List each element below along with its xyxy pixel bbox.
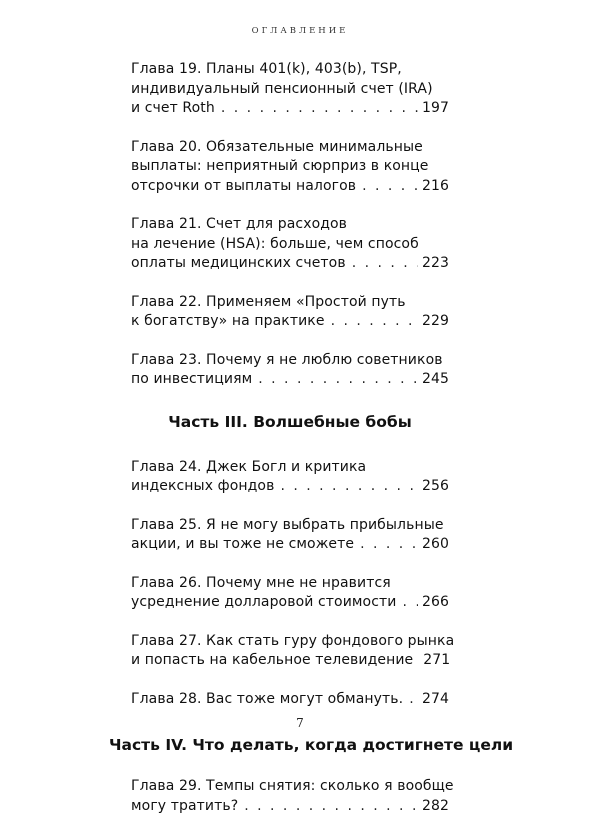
dot-leader bbox=[280, 477, 418, 497]
dot-leader bbox=[244, 797, 418, 817]
toc-entry-line: Глава 23. Почему я не люблю советников bbox=[131, 351, 443, 368]
toc-entry-line: к богатству» на практике bbox=[131, 313, 325, 329]
toc-entry-line: могу тратить? bbox=[131, 797, 239, 814]
dot-leader bbox=[258, 370, 418, 390]
toc-entry-line: выплаты: неприятный сюрприз в конце bbox=[131, 158, 429, 174]
toc-entry-line: по инвестициям bbox=[131, 371, 253, 387]
toc-entry-line: Глава 28. Вас тоже могут обмануть. bbox=[131, 690, 404, 707]
toc-entry-chapter-27 bbox=[131, 632, 455, 671]
toc-entry-line: Глава 24. Джек Богл и критика bbox=[131, 458, 367, 475]
toc-entry-line: Глава 21. Счет для расходов bbox=[131, 216, 348, 232]
toc-entry-chapter-22 bbox=[131, 293, 449, 332]
toc-entry-line: отсрочки от выплаты налогов bbox=[131, 177, 357, 194]
dot-leader bbox=[331, 312, 418, 332]
part-heading-4: Часть IV. Что делать, когда достигнете цели bbox=[109, 736, 514, 754]
toc-entry-line: усреднение долларовой стоимости bbox=[131, 594, 397, 610]
dot-leader bbox=[360, 535, 418, 555]
toc-entry-line: и счет Roth bbox=[131, 100, 215, 116]
toc-entry-line: индивидуальный пенсионный счет (IRA) bbox=[131, 80, 433, 97]
toc-page-number: 266 bbox=[421, 594, 449, 610]
toc-page-number: 274 bbox=[421, 690, 449, 707]
toc-entry-line: Глава 25. Я не могу выбрать прибыльные bbox=[131, 516, 444, 533]
toc-page-number: 223 bbox=[421, 255, 449, 271]
dot-leader bbox=[362, 177, 418, 197]
dot-leader bbox=[221, 99, 418, 119]
toc-page-number: 256 bbox=[421, 478, 449, 494]
toc-entry-chapter-21 bbox=[131, 215, 449, 274]
toc-entry-chapter-28 bbox=[131, 690, 449, 710]
toc-entry-line: индексных фондов bbox=[131, 478, 275, 494]
toc-entry-chapter-23 bbox=[131, 351, 449, 390]
toc-page-number: 271 bbox=[423, 652, 451, 668]
toc-entry-line: Глава 26. Почему мне не нравится bbox=[131, 574, 391, 591]
toc-entry-chapter-24 bbox=[131, 458, 449, 497]
dot-leader bbox=[352, 254, 418, 274]
toc-entry-chapter-29 bbox=[131, 777, 454, 816]
toc-entry-line: акции, и вы тоже не сможете bbox=[131, 536, 355, 552]
toc-entry-line: на лечение (HSA): больше, чем способ bbox=[131, 235, 419, 252]
toc-entry-line: Глава 20. Обязательные минимальные bbox=[131, 138, 423, 155]
dot-leader bbox=[402, 593, 417, 613]
toc-entry-chapter-19 bbox=[131, 60, 449, 119]
toc-page-number: 197 bbox=[421, 100, 449, 116]
toc-page-number: 282 bbox=[421, 797, 449, 814]
toc-page-number: 260 bbox=[421, 536, 449, 552]
part-heading-3: Часть III. Волшебные бобы bbox=[168, 412, 412, 431]
dot-leader bbox=[409, 690, 418, 710]
toc-page-number: 216 bbox=[421, 177, 449, 194]
toc-entry-line: оплаты медицинских счетов bbox=[131, 255, 346, 271]
toc-entry-line: Глава 29. Темпы снятия: сколько я вообще bbox=[131, 778, 454, 794]
toc-entry-line: Глава 27. Как стать гуру фондового рынка bbox=[131, 632, 455, 649]
toc-entry-line: Глава 22. Применяем «Простой путь bbox=[131, 293, 406, 310]
toc-entry-line: и попасть на кабельное телевидение bbox=[131, 652, 414, 668]
toc-entry-line: Глава 19. Планы 401(k), 403(b), TSP, bbox=[131, 61, 402, 77]
toc-entry-chapter-25 bbox=[131, 516, 449, 555]
toc-page-number: 229 bbox=[421, 313, 449, 329]
toc-page-number: 245 bbox=[421, 371, 449, 387]
toc-entry-chapter-26 bbox=[131, 574, 449, 613]
toc-entry-chapter-20 bbox=[131, 138, 449, 197]
page-number: 7 bbox=[296, 716, 304, 730]
running-header: ОГЛАВЛЕНИЕ bbox=[251, 26, 349, 36]
